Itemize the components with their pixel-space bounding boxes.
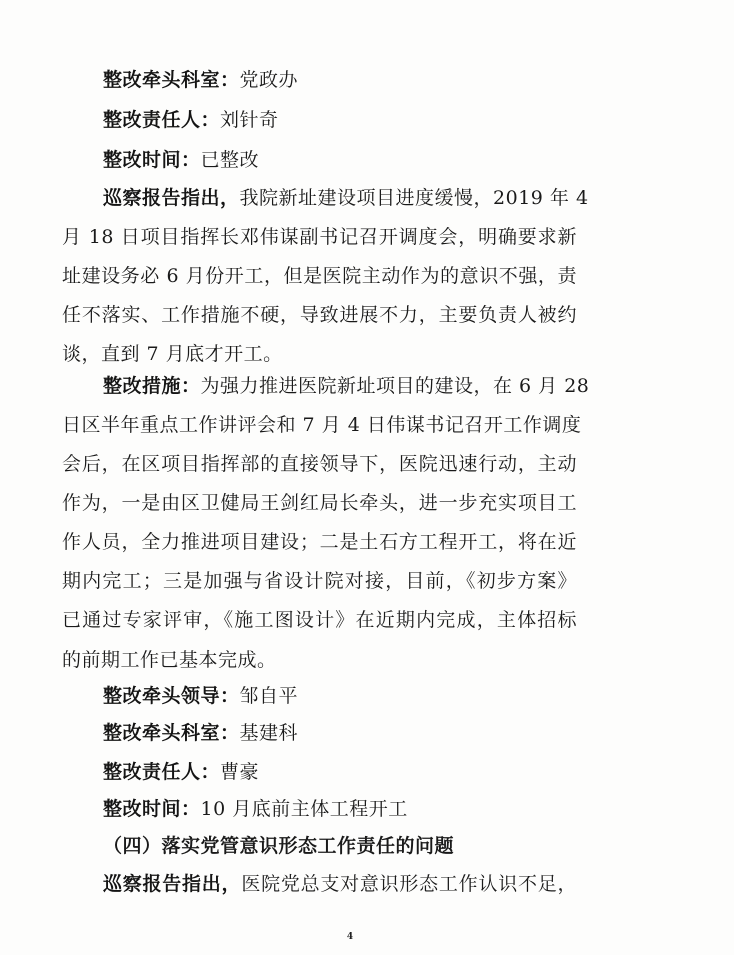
measures-paragraph-line: 会后，在区项目指挥部的直接领导下，医院迅速行动，主动: [62, 453, 577, 475]
finding-paragraph-line: 任不落实、工作措施不硬，导致进展不力，主要负责人被约: [62, 304, 577, 326]
page-number: 4: [346, 932, 354, 942]
rectify-person-row: [103, 760, 259, 784]
rectify-dept-row: [103, 721, 298, 745]
rectify-time-label: 整改时间：: [103, 149, 201, 171]
rectify-time-row: [103, 148, 259, 172]
rectify-dept-label: 整改牵头科室：: [103, 722, 240, 744]
measures-label: 整改措施：: [103, 375, 201, 397]
section-heading: （四）落实党管意识形态工作责任的问题: [103, 835, 455, 857]
finding-paragraph-line: [103, 186, 589, 210]
finding-paragraph-line: 月 18 日项目指挥长邓伟谋副书记召开调度会，明确要求新: [62, 226, 577, 248]
rectify-dept-value: 党政办: [239, 69, 299, 91]
finding-paragraph-line: [103, 872, 577, 896]
finding-label: 巡察报告指出，: [103, 187, 240, 209]
rectify-time-value: 10 月底前主体工程开工: [200, 798, 408, 820]
rectify-dept-row: [103, 68, 298, 92]
finding-paragraph-line: 址建设务必 6 月份开工，但是医院主动作为的意识不强，责: [62, 265, 577, 287]
rectify-dept-label: 整改牵头科室：: [103, 69, 240, 91]
rectify-time-label: 整改时间：: [103, 798, 201, 820]
rectify-time-value: 已整改: [200, 149, 260, 171]
measures-paragraph-line: 作为，一是由区卫健局王剑红局长牵头，进一步充实项目工: [62, 492, 577, 514]
measures-paragraph-line: 的前期工作已基本完成。: [62, 649, 277, 671]
rectify-person-label: 整改责任人：: [103, 761, 221, 783]
measures-paragraph-line: 已通过专家评审，《施工图设计》在近期内完成，主体招标: [62, 609, 577, 631]
finding-text: 医院党总支对意识形态工作认识不足，: [241, 873, 577, 895]
measures-paragraph-line: [103, 374, 590, 398]
finding-label: 巡察报告指出，: [103, 873, 242, 895]
measures-paragraph-line: 日区半年重点工作讲评会和 7 月 4 日伟谋书记召开工作调度: [62, 414, 582, 436]
rectify-person-row: [103, 108, 279, 132]
finding-text: 我院新址建设项目进度缓慢，2019 年 4: [239, 187, 589, 209]
measures-paragraph-line: 作人员，全力推进项目建设；二是土石方工程开工，将在近: [62, 531, 577, 553]
rectify-leader-row: [103, 684, 298, 708]
rectify-dept-value: 基建科: [239, 722, 299, 744]
rectify-leader-label: 整改牵头领导：: [103, 685, 240, 707]
rectify-leader-value: 邹自平: [239, 685, 299, 707]
measures-paragraph-line: 期内完工；三是加强与省设计院对接，目前，《初步方案》: [62, 570, 577, 592]
finding-paragraph-line: 谈，直到 7 月底才开工。: [62, 343, 283, 365]
rectify-person-value: 刘针奇: [220, 109, 279, 131]
rectify-person-label: 整改责任人：: [103, 109, 221, 131]
rectify-time-row: [103, 797, 408, 821]
measures-text: 为强力推进医院新址项目的建设，在 6 月 28: [200, 375, 590, 397]
rectify-person-value: 曹豪: [220, 761, 260, 783]
